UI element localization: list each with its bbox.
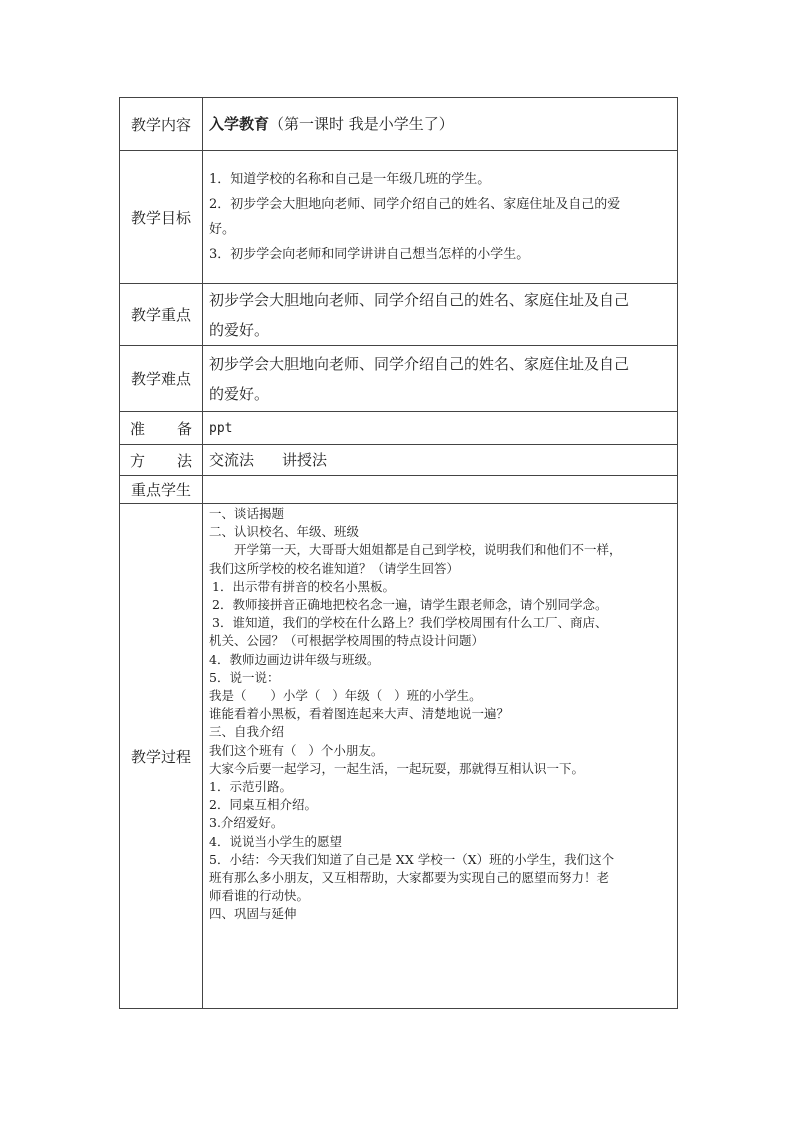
process-line: 4．说说当小学生的愿望 bbox=[209, 833, 342, 849]
key-points bbox=[203, 284, 678, 346]
method-value bbox=[203, 445, 678, 476]
row-key-students bbox=[120, 476, 678, 504]
difficulties-line: 初步学会大胆地向老师、同学介绍自己的姓名、家庭住址及自己 bbox=[209, 354, 630, 373]
process-line: 5．说一说： bbox=[209, 669, 280, 685]
preparation-text: ppt bbox=[209, 421, 233, 436]
process-line: 四、巩固与延伸 bbox=[209, 906, 297, 922]
process-line: 3.介绍爱好。 bbox=[209, 815, 284, 831]
difficulties-line: 的爱好。 bbox=[209, 384, 270, 403]
label-teaching-goals: 教学目标 bbox=[120, 151, 203, 284]
row-teaching-content bbox=[120, 98, 678, 151]
row-teaching-goals bbox=[120, 151, 678, 284]
row-preparation bbox=[120, 412, 678, 445]
process-line: 1．出示带有拼音的校名小黑板。 bbox=[212, 578, 395, 594]
lesson-plan-page bbox=[119, 97, 678, 1009]
label-key-students: 重点学生 bbox=[120, 476, 203, 504]
goal-item: 1．知道学校的名称和自己是一年级几班的学生。 bbox=[209, 172, 491, 187]
teaching-goals bbox=[203, 151, 678, 284]
row-process bbox=[120, 504, 678, 1009]
key-points-line: 初步学会大胆地向老师、同学介绍自己的姓名、家庭住址及自己 bbox=[209, 290, 630, 309]
lesson-title bbox=[203, 98, 678, 151]
lesson-title-main: 入学教育 bbox=[209, 115, 270, 133]
process-line: 2．教师接拼音正确地把校名念一遍，请学生跟老师念，请个别同学念。 bbox=[212, 597, 608, 613]
process-line: 我们这所学校的校名谁知道？（请学生回答） bbox=[209, 560, 460, 576]
process-line: 师看谁的行动快。 bbox=[209, 888, 310, 904]
lesson-plan-table bbox=[119, 97, 678, 1009]
process-line: 机关、公园？（可根据学校周围的特点设计问题） bbox=[209, 633, 485, 649]
process-line: 三、自我介绍 bbox=[209, 724, 285, 740]
process-line: 一、谈话揭题 bbox=[209, 506, 285, 521]
process-line: 2．同桌互相介绍。 bbox=[209, 797, 317, 813]
label-teaching-content: 教学内容 bbox=[120, 98, 203, 151]
goal-item: 好。 bbox=[209, 222, 236, 237]
goal-item: 3．初步学会向老师和同学讲讲自己想当怎样的小学生。 bbox=[209, 247, 530, 262]
row-key-points bbox=[120, 284, 678, 346]
process-line: 谁能看着小黑板，看着图连起来大声、清楚地说一遍？ bbox=[209, 706, 510, 722]
preparation-value bbox=[203, 412, 678, 445]
goal-item: 2．初步学会大胆地向老师、同学介绍自己的姓名、家庭住址及自己的爱 bbox=[209, 197, 621, 212]
process-line: 开学第一天，大哥哥大姐姐都是自己到学校，说明我们和他们不一样， bbox=[234, 542, 622, 558]
process-line: 1．示范引路。 bbox=[209, 779, 292, 795]
process-line: 大家今后要一起学习，一起生活，一起玩耍，那就得互相认识一下。 bbox=[209, 760, 585, 776]
label-key-points: 教学重点 bbox=[120, 284, 203, 346]
lesson-title-sub: （第一课时 我是小学生了） bbox=[269, 115, 454, 133]
method-1: 交流法 bbox=[209, 451, 255, 469]
label-process: 教学过程 bbox=[120, 504, 203, 1009]
label-method: 方 法 bbox=[120, 445, 203, 476]
row-difficulties bbox=[120, 346, 678, 412]
row-method bbox=[120, 445, 678, 476]
label-preparation: 准 备 bbox=[120, 412, 203, 445]
label-difficulties: 教学难点 bbox=[120, 346, 203, 412]
process-line: 班有那么多小朋友，又互相帮助，大家都要为实现自己的愿望而努力！老 bbox=[209, 870, 610, 886]
key-points-line: 的爱好。 bbox=[209, 320, 270, 339]
process-line: 4．教师边画边讲年级与班级。 bbox=[209, 651, 380, 667]
process-content bbox=[203, 504, 678, 1009]
process-line: 我们这个班有（ ）个小朋友。 bbox=[209, 742, 384, 758]
process-line: 二、认识校名、年级、班级 bbox=[209, 524, 360, 540]
process-line: 3．谁知道，我们的学校在什么路上？我们学校周围有什么工厂、商店、 bbox=[212, 615, 608, 631]
method-2: 讲授法 bbox=[282, 451, 328, 469]
process-line: 5．小结：今天我们知道了自己是 XX 学校一（X）班的小学生，我们这个 bbox=[209, 851, 615, 867]
key-students-value bbox=[203, 476, 678, 504]
process-line: 我是（ ）小学（ ）年级（ ）班的小学生。 bbox=[209, 688, 482, 704]
difficulties bbox=[203, 346, 678, 412]
